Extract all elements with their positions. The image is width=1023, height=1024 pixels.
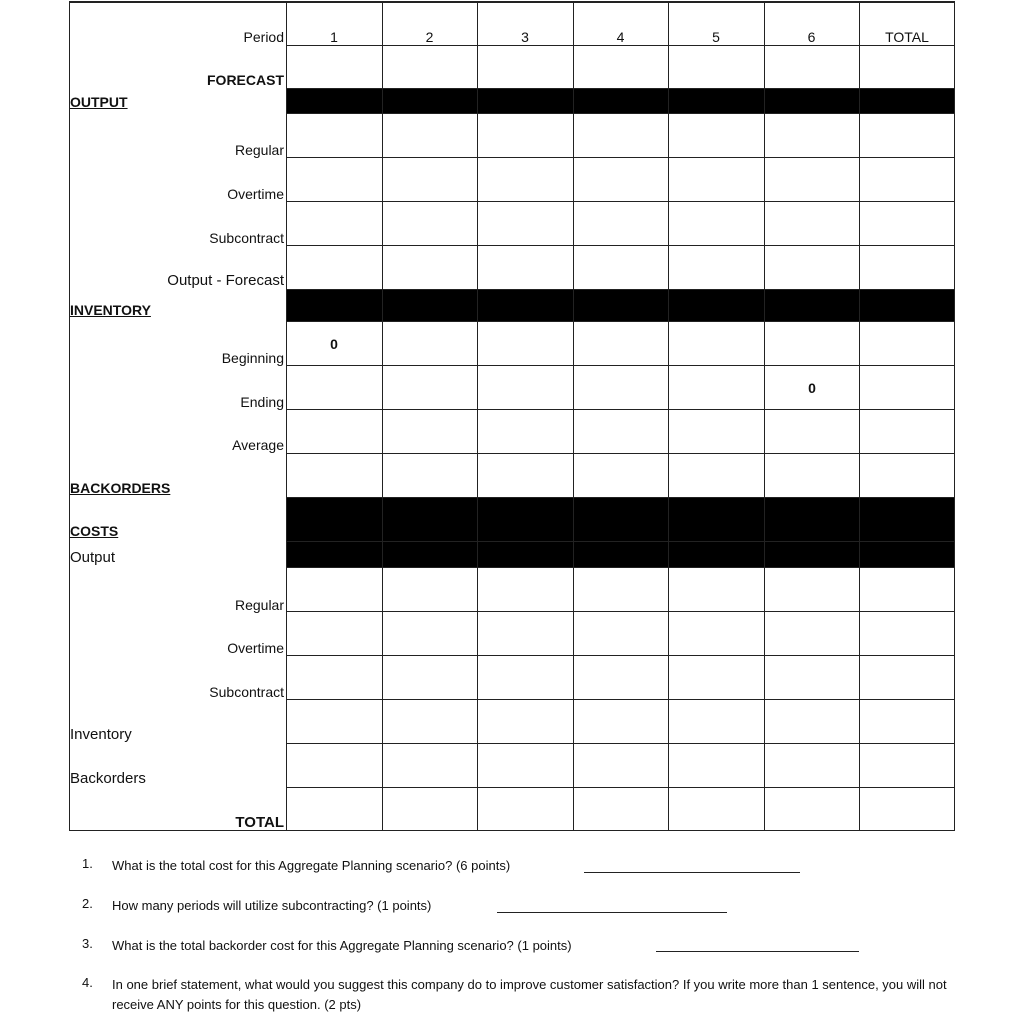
grid-hline: [286, 830, 955, 831]
period-header-2: 2: [425, 29, 434, 45]
answer-line-1[interactable]: [584, 872, 800, 873]
grid-vline: [954, 1, 955, 831]
answer-line-2[interactable]: [497, 912, 727, 913]
question-1-text: What is the total cost for this Aggregate Planning scenario? (6 points): [112, 858, 511, 873]
grid-vline: [477, 1, 478, 831]
costs-section-label: COSTS: [70, 523, 119, 539]
grid-vline: [764, 1, 765, 831]
cost-inventory-label: Inventory: [70, 726, 132, 743]
forecast-bar: [286, 89, 955, 113]
question-3-text: What is the total backorder cost for this Aggregate Planning scenario? (1 points): [112, 938, 572, 953]
grid-hline: [286, 743, 955, 744]
total-header: TOTAL: [885, 29, 929, 45]
grid-hline: [286, 289, 955, 290]
average-label: Average: [232, 437, 284, 453]
grid-vline: [668, 1, 669, 831]
border-left: [69, 1, 70, 831]
regular-label: Regular: [234, 142, 284, 158]
grid-hline: [286, 567, 955, 568]
grid-hline: [286, 245, 955, 246]
backorders-bar: [286, 497, 955, 541]
grid-vline: [382, 1, 383, 831]
answer-line-3[interactable]: [656, 951, 859, 952]
grid-hline: [286, 45, 955, 46]
period-header-6: 6: [807, 29, 816, 45]
beginning-label: Beginning: [221, 350, 284, 366]
inventory-bar: [286, 290, 955, 321]
period-header-1: 1: [330, 29, 338, 45]
grid-hline: [286, 365, 955, 366]
question-4-number: 4.: [82, 975, 93, 990]
ending-label: Ending: [240, 394, 284, 410]
inventory-section-label: INVENTORY: [70, 302, 151, 318]
period-header-4: 4: [616, 29, 625, 45]
grand-total-label: TOTAL: [235, 814, 284, 831]
grid-hline: [286, 201, 955, 202]
grid-hline: [286, 113, 955, 114]
grid-hline: [286, 655, 955, 656]
output-minus-forecast-label: Output - Forecast: [167, 272, 284, 289]
ending-inventory-period-6: 0: [808, 380, 816, 396]
period-header-5: 5: [712, 29, 720, 45]
question-4-text: In one brief statement, what would you suggest this company do to improve customer satisfaction? If you write more than 1 sentence, you will not receive ANY points for this question. (2 pts): [112, 977, 947, 1012]
grid-hline: [286, 409, 955, 410]
grid-hline: [286, 321, 955, 322]
grid-hline: [286, 787, 955, 788]
overtime-label: Overtime: [227, 186, 284, 202]
grid-vline: [859, 1, 860, 831]
subcontract-label: Subcontract: [209, 230, 284, 246]
cost-overtime-label: Overtime: [227, 640, 284, 656]
grid-hline: [286, 497, 955, 498]
question-2-number: 2.: [82, 896, 93, 911]
cost-regular-label: Regular: [234, 597, 284, 613]
border-top: [69, 1, 955, 3]
grid-hline: [286, 611, 955, 612]
grid-hline: [286, 157, 955, 158]
grid-hline: [286, 453, 955, 454]
question-1-number: 1.: [82, 856, 93, 871]
question-2-text: How many periods will utilize subcontracting? (1 points): [112, 898, 432, 913]
grid-hline: [286, 541, 955, 542]
grid-vline: [573, 1, 574, 831]
period-label: Period: [243, 29, 284, 45]
period-header-3: 3: [521, 29, 529, 45]
forecast-label: FORECAST: [207, 72, 284, 88]
costs-bar: [286, 541, 955, 567]
cost-subcontract-label: Subcontract: [209, 684, 284, 700]
backorders-section-label: BACKORDERS: [70, 480, 171, 496]
beginning-inventory-period-1: 0: [330, 336, 338, 352]
grid-vline: [286, 1, 287, 831]
grid-hline: [286, 88, 955, 89]
question-3-number: 3.: [82, 936, 93, 951]
grid-hline: [286, 699, 955, 700]
output-section-label: OUTPUT: [70, 94, 128, 110]
costs-output-label: Output: [70, 549, 116, 566]
cost-backorders-label: Backorders: [70, 770, 146, 787]
